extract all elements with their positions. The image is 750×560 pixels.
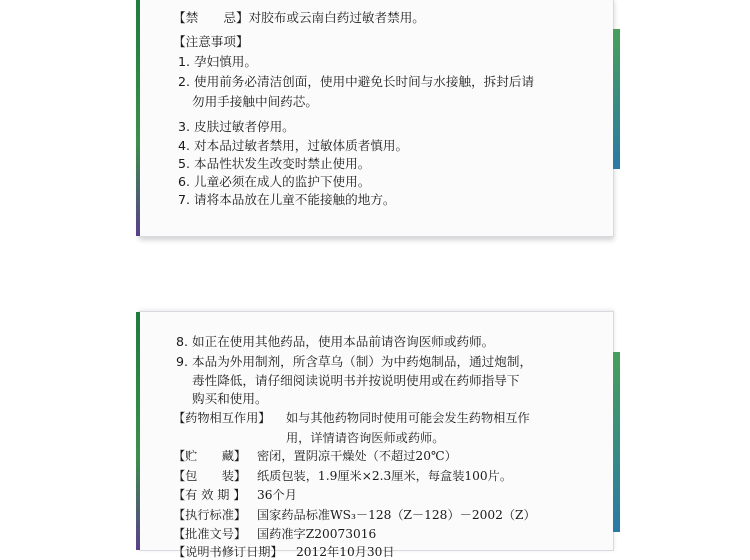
precaution-item-continued: 毒性降低，请仔细阅读说明书并按说明使用或在药师指导下 (192, 373, 520, 388)
package-edge-left (136, 312, 140, 550)
precaution-item: 4. 对本品过敏者禁用，过敏体质者慎用。 (178, 138, 409, 153)
leaflet-section-bottom (139, 311, 614, 559)
package-text: 纸质包装，1.9厘米×2.3厘米，每盒装100片。 (257, 469, 513, 483)
package-edge-right (613, 29, 620, 169)
interaction-label: 【药物相互作用】 (173, 411, 271, 425)
precaution-item-continued: 购买和使用。 (192, 391, 268, 406)
approval-text: 国药准字Z20073016 (257, 527, 377, 541)
leaflet-section-top (139, 0, 614, 237)
storage-text: 密闭，置阴凉干燥处（不超过20℃） (257, 449, 457, 463)
standard-label: 【执行标准】 (173, 508, 247, 522)
expiry-text: 36个月 (257, 488, 297, 502)
approval-label: 【批准文号】 (173, 527, 247, 541)
precaution-item: 3. 皮肤过敏者停用。 (178, 119, 295, 134)
revision-text: 2012年10月30日 (296, 545, 395, 559)
contraindication-text: 对胶布或云南白药过敏者禁用。 (248, 10, 425, 25)
precaution-item-continued: 勿用手接触中间药芯。 (192, 94, 318, 109)
precautions-heading: 【注意事项】 (173, 34, 249, 49)
interaction-text: 用，详情请咨询医师或药师。 (286, 431, 445, 445)
package-edge-right (613, 352, 620, 532)
standard-text: 国家药品标准WS₃－128（Z－128）－2002（Z） (257, 508, 536, 522)
storage-label: 【贮 藏】 (173, 449, 247, 463)
contraindication-row (173, 10, 425, 26)
package-edge-left (136, 0, 140, 236)
precaution-item: 2. 使用前务必清洁创面，使用中避免长时间与水接触，拆封后请 (178, 74, 535, 89)
revision-label: 【说明书修订日期】 (173, 545, 283, 559)
precaution-item: 6. 儿童必须在成人的监护下使用。 (178, 174, 371, 189)
contraindication-label: 【禁 忌】 (173, 10, 249, 25)
precaution-item: 5. 本品性状发生改变时禁止使用。 (178, 156, 371, 171)
package-label: 【包 装】 (173, 469, 247, 483)
precaution-item: 9. 本品为外用制剂，所含草乌（制）为中药炮制品，通过炮制， (176, 354, 533, 369)
expiry-label: 【有 效 期 】 (173, 488, 246, 502)
precaution-item: 1. 孕妇慎用。 (178, 54, 257, 69)
precaution-item: 7. 请将本品放在儿童不能接触的地方。 (178, 192, 396, 207)
interaction-text: 如与其他药物同时使用可能会发生药物相互作 (286, 411, 530, 425)
precaution-item: 8. 如正在使用其他药品，使用本品前请咨询医师或药师。 (176, 334, 495, 349)
